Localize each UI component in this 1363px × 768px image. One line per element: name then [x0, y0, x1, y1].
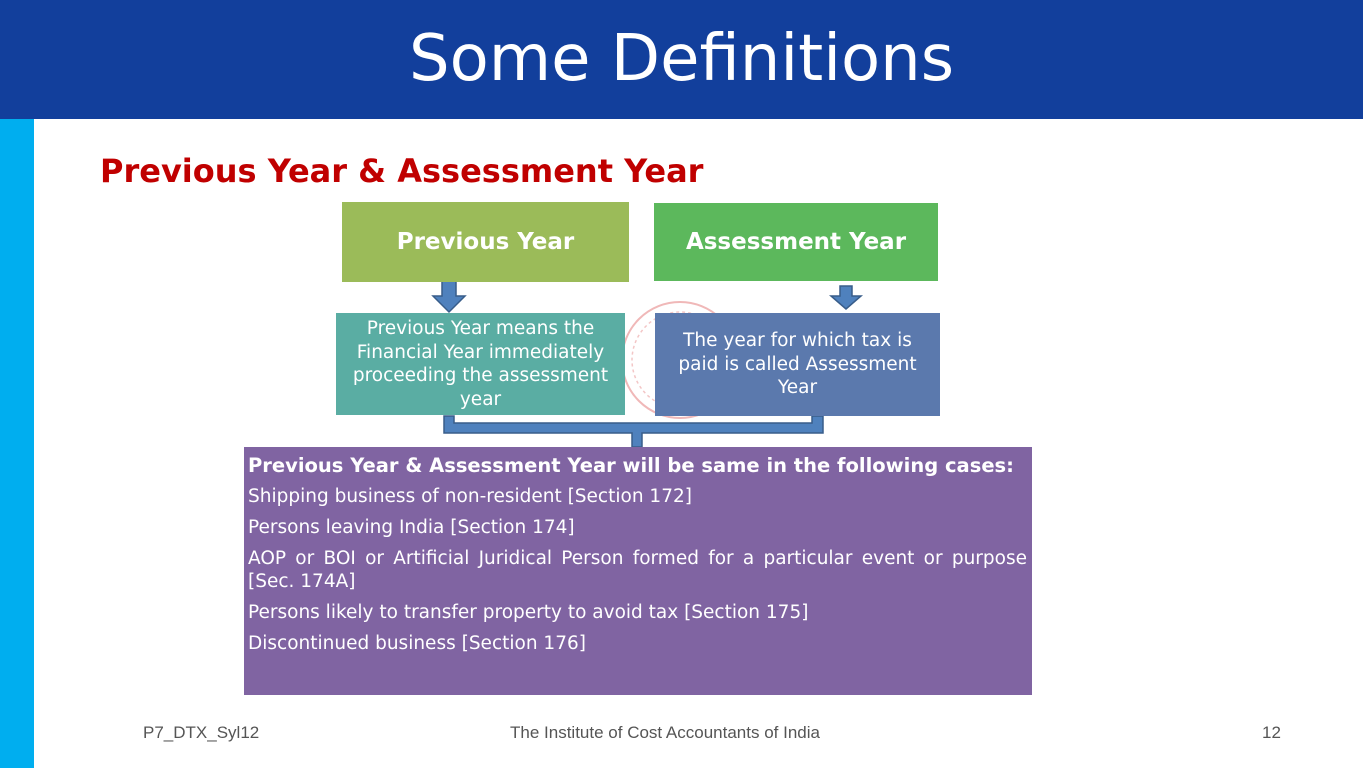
slide-subtitle: Previous Year & Assessment Year [100, 152, 704, 190]
case-item: Shipping business of non-resident [Section 172] [248, 486, 692, 507]
case-item: AOP or BOI or Artificial Juridical Person formed for a particular event or purpose [Sec. 174A] [248, 548, 1027, 592]
bracket-connector [444, 416, 823, 447]
case-item: Persons likely to transfer property to avoid tax [Section 175] [248, 602, 809, 623]
cases-title: Previous Year & Assessment Year will be same in the following cases: [248, 454, 1014, 477]
case-item: Discontinued business [Section 176] [248, 633, 586, 654]
assessment-year-description-box [655, 313, 940, 416]
same-year-cases-box [244, 447, 1032, 695]
footer-page-number: 12 [1262, 723, 1281, 742]
assessment-year-description: The year for which tax is paid is called Assessment Year [678, 330, 917, 399]
previous-year-description-box [336, 313, 625, 415]
previous-year-heading-box [342, 202, 629, 282]
arrow-down-icon [433, 280, 465, 312]
footer-institute-name: The Institute of Cost Accountants of India [510, 723, 820, 742]
arrow-down-icon [831, 286, 861, 309]
case-item: Persons leaving India [Section 174] [248, 517, 575, 538]
footer-course-code: P7_DTX_Syl12 [143, 723, 260, 742]
slide-title: Some Definitions [408, 22, 955, 96]
assessment-year-heading-box [654, 203, 938, 281]
assessment-year-heading: Assessment Year [685, 229, 907, 255]
previous-year-heading: Previous Year [396, 229, 575, 255]
previous-year-description: Previous Year means the Financial Year immediately proceeding the assessment year [352, 318, 609, 410]
